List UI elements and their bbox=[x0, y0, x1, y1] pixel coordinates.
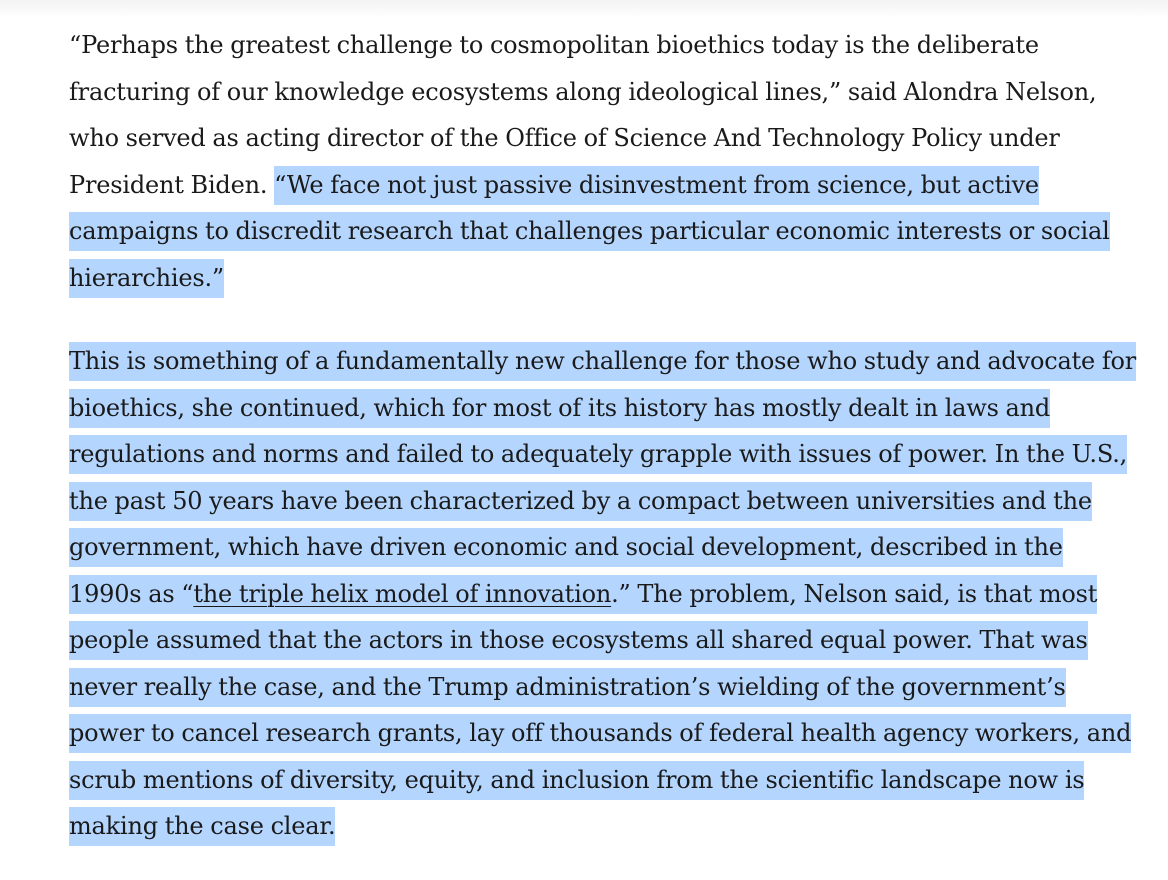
quote-intro-text: “Perhaps the greatest challenge to cosmopolitan bioethics today is the deliberate fracturing of our knowledge ecosystems along ideological lines,” said Alondra Nelson, who served as acting director of the Office of Science And Technology Policy under President Biden. bbox=[69, 31, 1097, 199]
paragraph-nelson-quote bbox=[69, 22, 1141, 301]
page-top-fade bbox=[0, 0, 1168, 18]
selected-quote-text[interactable]: “We face not just passive disinvestment from science, but active campaigns to discredit research that challenges particular economic interests or social hierarchies.” bbox=[69, 166, 1110, 298]
paragraph-new-challenge bbox=[69, 338, 1141, 850]
paragraph-text-before-link: This is something of a fundamentally new challenge for those who study and advocate for bioethics, she continued, which for most of its history has mostly dealt in laws and regulations and norms and failed to adequately grapple with issues of power. In the U.S., the past 50 years have been characterized by a compact between universities and the government, which have driven economic and social development, described in the 1990s as “ bbox=[69, 347, 1137, 608]
selected-paragraph-text[interactable] bbox=[69, 342, 1136, 846]
paragraph-text-after-link: .” The problem, Nelson said, is that most people assumed that the actors in those ecosystems all shared equal power. That was never really the case, and the Trump administration’s wielding of the government’s power to cancel research grants, lay off thousands of federal health agency workers, and scrub mentions of diversity, equity, and inclusion from the scientific landscape now is making the case clear. bbox=[69, 579, 1132, 840]
triple-helix-link[interactable]: the triple helix model of innovation bbox=[193, 579, 612, 608]
article-body bbox=[69, 22, 1141, 850]
